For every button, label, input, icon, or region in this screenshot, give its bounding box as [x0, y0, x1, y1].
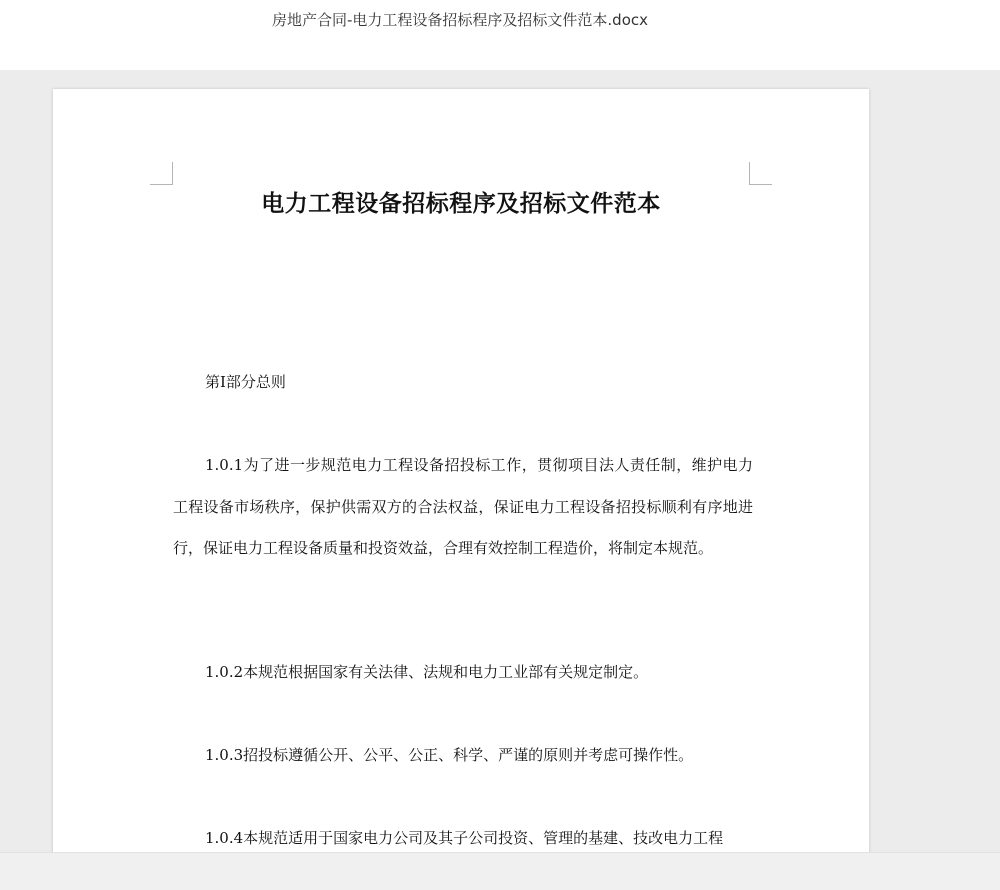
document-heading: 电力工程设备招标程序及招标文件范本 — [261, 191, 661, 217]
bottom-bar — [0, 852, 1000, 890]
paragraph-1-0-2: 1.0.2本规范根据国家有关法律、法规和电力工业部有关规定制定。 — [205, 663, 649, 681]
paragraph-1-0-4: 1.0.4本规范适用于国家电力公司及其子公司投资、管理的基建、技改电力工程 — [205, 829, 724, 847]
paragraph-1-0-3: 1.0.3招投标遵循公开、公平、公正、科学、严谨的原则并考虑可操作性。 — [205, 746, 694, 764]
margin-marker-top-right — [749, 162, 772, 185]
document-viewer[interactable] — [0, 70, 1000, 852]
paragraph-1-0-1: 1.0.1为了进一步规范电力工程设备招投标工作，贯彻项目法人责任制，维护电力工程设备市场秩序，保护供需双方的合法权益，保证电力工程设备招投标顺利有序地进行，保证电力工程设备质量和投资效益，合理有效控制工程造价，将制定本规范。 — [173, 456, 753, 557]
title-bar — [0, 0, 1000, 70]
document-file-title: 房地产合同-电力工程设备招标程序及招标文件范本.docx — [271, 11, 648, 29]
margin-marker-top-left — [150, 162, 173, 185]
document-page — [53, 89, 869, 852]
section-heading: 第I部分总则 — [205, 373, 286, 391]
